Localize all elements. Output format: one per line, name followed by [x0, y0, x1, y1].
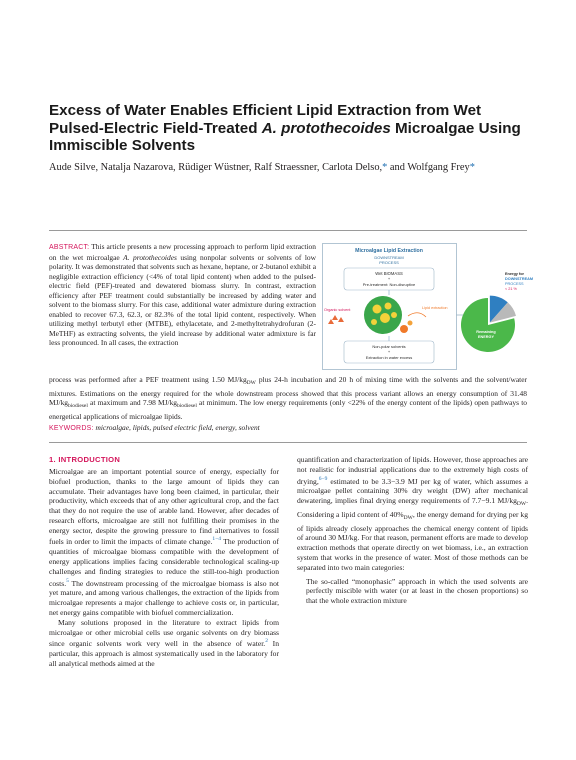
intro-paragraph-2: [49, 618, 279, 669]
toc-remaining-2: ENERGY: [477, 335, 495, 339]
abstract-text: This article presents a new processing approach to perform lipid extraction on the wet microalgae: [49, 242, 316, 262]
subscript-biodiesel-2: biodiesel: [177, 403, 197, 410]
intro-p1-c: The downstream processing of the microalgae biomass is also not yet mature, and among various challenges, the extraction of the lipids from microalgae represents a major challenge to achieve costs or, in particular, net energy gains compatible with biofuel commercialization.: [49, 578, 279, 617]
keywords-label: KEYWORDS:: [49, 425, 94, 432]
subscript-dw-2: DW: [516, 501, 527, 508]
subscript-dw-3: DW: [403, 514, 413, 521]
citation-ref-4[interactable]: 6−9: [318, 475, 328, 482]
toc-sub1: DOWNSTREAM: [374, 255, 404, 260]
abstract-cont-c: at maximum and 7.98 MJ/kg: [87, 398, 178, 408]
toc-lipid-droplet-icon-4: [371, 319, 377, 325]
corresponding-author-marker-2[interactable]: *: [469, 162, 475, 173]
subscript-dw: DW: [246, 380, 256, 386]
toc-lipid-droplet-icon: [373, 305, 382, 314]
intro-p2-b: In particular, this approach is almost systematically used in the laboratory for all analytical methods aimed at the: [49, 639, 279, 668]
toc-extracted-lipid-icon-2: [408, 321, 413, 326]
header-divider: [49, 230, 527, 231]
toc-energy-pct: < 21 %: [505, 287, 517, 291]
intro-p1-a: Microalgae are an important potential source of energy, especially for biofuel production, thanks to the large amount of lipids they can accumulate. Their advantages have long been claimed, in particular, their productivity, which exceeds that of any other agricultural crop, and the fact that they do not require the use of arable land. However, after decades of research efforts, microalgae are still not fulfilling their promises in the energy sector, despite the growing pressure to find alternatives to fossil fuels in order to limit the impacts of climate change.: [49, 467, 279, 547]
toc-energy-label-2: DOWNSTREAM: [505, 277, 534, 281]
keywords-list: microalgae, lipids, pulsed electric field, energy, solvent: [93, 423, 260, 432]
citation-ref-3[interactable]: 2: [265, 638, 268, 645]
toc-graphic-svg: [322, 243, 534, 370]
toc-plus-2: +: [387, 349, 391, 354]
toc-lipid-droplet-icon-2: [385, 303, 392, 310]
corresponding-author-marker[interactable]: *: [382, 162, 388, 173]
intro-p3-a: quantification and characterization of lipids. However, those approaches are not realistic for industrial applications due to the extremely high costs of drying,: [297, 455, 528, 486]
toc-plus-1: +: [387, 276, 391, 281]
subscript-biodiesel: biodiesel: [68, 403, 88, 410]
toc-graphic: [322, 243, 534, 370]
citation-ref-2[interactable]: 5: [66, 577, 69, 584]
abstract-divider: [49, 442, 527, 443]
authors-last: and Wolfgang Frey: [387, 162, 470, 173]
toc-energy-pie: [461, 296, 516, 352]
abstract-continuation: [49, 375, 527, 421]
intro-paragraph-1: [49, 467, 279, 618]
toc-sub2: PROCESS: [379, 260, 399, 265]
abstract-cont-d: at minimum. The low energy requirements (only <22% of the energy content of the lipids) open pathways to energetical applications of microalgae lipids.: [49, 398, 527, 421]
intro-p1-b: The production of quantities of microalgae biomass compatible with the development of energy applications implies facing considerable technological scaling-up challenges and finding strategies to reduce the still-too-high production costs.: [49, 537, 280, 588]
authors-names: Aude Silve, Natalja Nazarova, Rüdiger Wüstner, Ralf Straessner, Carlota Delso,: [49, 162, 383, 173]
title-text: Excess of Water Enables Efficient Lipid Extraction from Wet Pulsed-Electric Field-Treated: [49, 102, 482, 137]
toc-title: Microalgae Lipid Extraction: [355, 248, 423, 254]
toc-energy-label-3: PROCESS: [505, 282, 524, 286]
article-title: [49, 102, 534, 155]
toc-remaining-1: Remaining: [476, 330, 496, 334]
toc-nonpolar: Non-polar solvents: [372, 344, 406, 349]
title-text-end: Microalgae Using Immiscible Solvents: [49, 119, 521, 154]
citation-ref[interactable]: 1−4: [212, 536, 221, 543]
intro-paragraph-3: [297, 455, 528, 573]
abstract-cont-b: plus 24-h incubation and 20 h of mixing time with the solvents and the solvent/water mixtures. Estimations on the energy required for the whole downstream process showed that this process variant allows an energy consumption of 31.48 MJ/kg: [49, 375, 527, 408]
toc-extracted-lipid-icon: [400, 325, 408, 333]
toc-wet-biomass: Wet BIOMASS: [375, 271, 403, 276]
intro-p2-a: Many solutions proposed in the literature to extract lipids from microalgae or other microbial cells use organic solvents on dry biomass since organic solvents work very well in the absence of water.: [49, 617, 279, 649]
toc-lipid-extraction: Lipid extraction: [422, 306, 448, 310]
intro-p3-b: estimated to be 3.3−3.9 MJ per kg of water, which assumes a microalgae pellet containing 30% dry weight (DW) after mechanical dewatering, implies final drying energy requirements of 7.7−9.1 MJ/kg: [297, 476, 528, 506]
abstract-species: A. protothecoides: [123, 252, 177, 262]
abstract: [49, 242, 316, 348]
toc-energy-label-1: Energy for: [505, 272, 524, 276]
body-column-right: [297, 455, 528, 606]
body-column-left: [49, 467, 279, 669]
toc-organic-solvent: Organic solvent: [324, 308, 351, 312]
intro-p3-c: . Considering a lipid content of 40%: [297, 496, 528, 519]
section-heading-introduction: 1. INTRODUCTION: [49, 455, 121, 464]
abstract-cont-a: process was performed after a PEF treatment using 1.50 MJ/kg: [49, 375, 247, 384]
toc-lipid-droplet-icon-5: [391, 312, 397, 318]
keywords: [49, 423, 527, 434]
list-item-monophasic: The so-called “monophasic” approach in which the used solvents are perfectly miscible with water (or at least in the chosen proportions) so that the whole extraction mixture: [306, 576, 528, 606]
toc-extraction-water: Extraction in water excess: [365, 355, 413, 360]
toc-pretreatment: Pre-treatment: Non-disruptive: [362, 282, 416, 287]
intro-p3-d: , the energy demand for drying per kg of lipids already closely approaches the chemical energy content of lipids of around 30 MJ/kg. For that reason, permanent efforts are made to develop extraction methods that operate directly on wet biomass, i.e., an extraction system that works in the presence of water. Most of those methods can be separated into two main categories:: [297, 509, 528, 572]
abstract-text-2: using nonpolar solvents or solvents of low polarity. It was demonstrated that solvents such as hexane, heptane, or 2-butanol exhibit a negligible extraction efficiency (<4% of total lipid content) when added to the pulsed-electric field (PEF)-treated and dewatered biomass slurry. In contrast, extraction efficiency after PEF treatment could substantially be increased by adding water and solvent to the biomass slurry. For this case, additional water admixture during extraction enabled to recover 67.3, 62.3, or 82.3% of the total lipid content, respectively. When utilizing methyl terbutyl ether (MTBE), ethylacetate, and 2-methyltetrahydrofuran (2-MeTHF) as extracting solvents, the yield increase by additional water admixture is far less pronounced. In all cases, the extraction: [49, 252, 316, 348]
author-list: [49, 161, 549, 174]
abstract-label: ABSTRACT:: [49, 244, 90, 251]
toc-lipid-droplet-icon-3: [380, 313, 390, 323]
title-species: A. protothecoides: [261, 119, 391, 137]
